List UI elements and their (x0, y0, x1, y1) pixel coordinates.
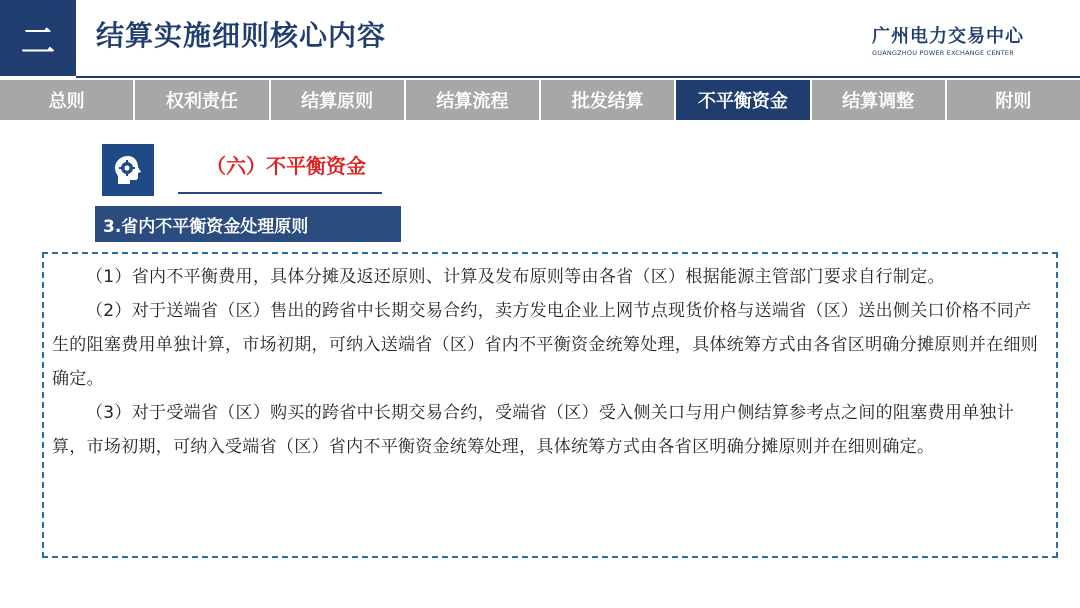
section-heading-underline (178, 192, 382, 194)
tab-general[interactable]: 总则 (0, 80, 135, 120)
logo-text-cn: 广州电力交易中心 (872, 26, 1024, 47)
page-title: 结算实施细则核心内容 (96, 19, 387, 52)
paragraph-2: （2）对于送端省（区）售出的跨省中长期交易合约，卖方发电企业上网节点现货价格与送端省（区）送出侧关口价格不同产生的阻塞费用单独计算，市场初期，可纳入送端省（区）省内不平衡资金统筹处理，具体统筹方式由各省区明确分摊原则并在细则确定。 (52, 301, 1039, 389)
content-box (42, 252, 1058, 558)
tab-imbalance-funds[interactable]: 不平衡资金 (676, 80, 811, 120)
header-divider (76, 76, 1080, 78)
tab-settlement-adjustment[interactable]: 结算调整 (812, 80, 947, 120)
tab-appendix[interactable]: 附则 (947, 80, 1080, 120)
section-heading: （六）不平衡资金 (206, 154, 366, 178)
head-gear-icon (102, 144, 154, 196)
section-nav (0, 80, 1080, 120)
subsection-banner: 3.省内不平衡资金处理原则 (95, 206, 401, 242)
logo (872, 22, 1024, 57)
tab-rights-responsibilities[interactable]: 权利责任 (135, 80, 270, 120)
paragraph-1: （1）省内不平衡费用，具体分摊及返还原则、计算及发布原则等由各省（区）根据能源主管部门要求自行制定。 (86, 267, 945, 287)
logo-text-en: GUANGZHOU POWER EXCHANGE CENTER (872, 49, 1014, 57)
tab-wholesale-settlement[interactable]: 批发结算 (541, 80, 676, 120)
tab-settlement-principles[interactable]: 结算原则 (271, 80, 406, 120)
tab-settlement-process[interactable]: 结算流程 (406, 80, 541, 120)
paragraph-3: （3）对于受端省（区）购买的跨省中长期交易合约，受端省（区）受入侧关口与用户侧结算参考点之间的阻塞费用单独计算，市场初期，可纳入受端省（区）省内不平衡资金统筹处理，具体统筹方式由各省区明确分摊原则并在细则确定。 (52, 403, 1015, 457)
section-number-badge: 二 (0, 0, 76, 76)
